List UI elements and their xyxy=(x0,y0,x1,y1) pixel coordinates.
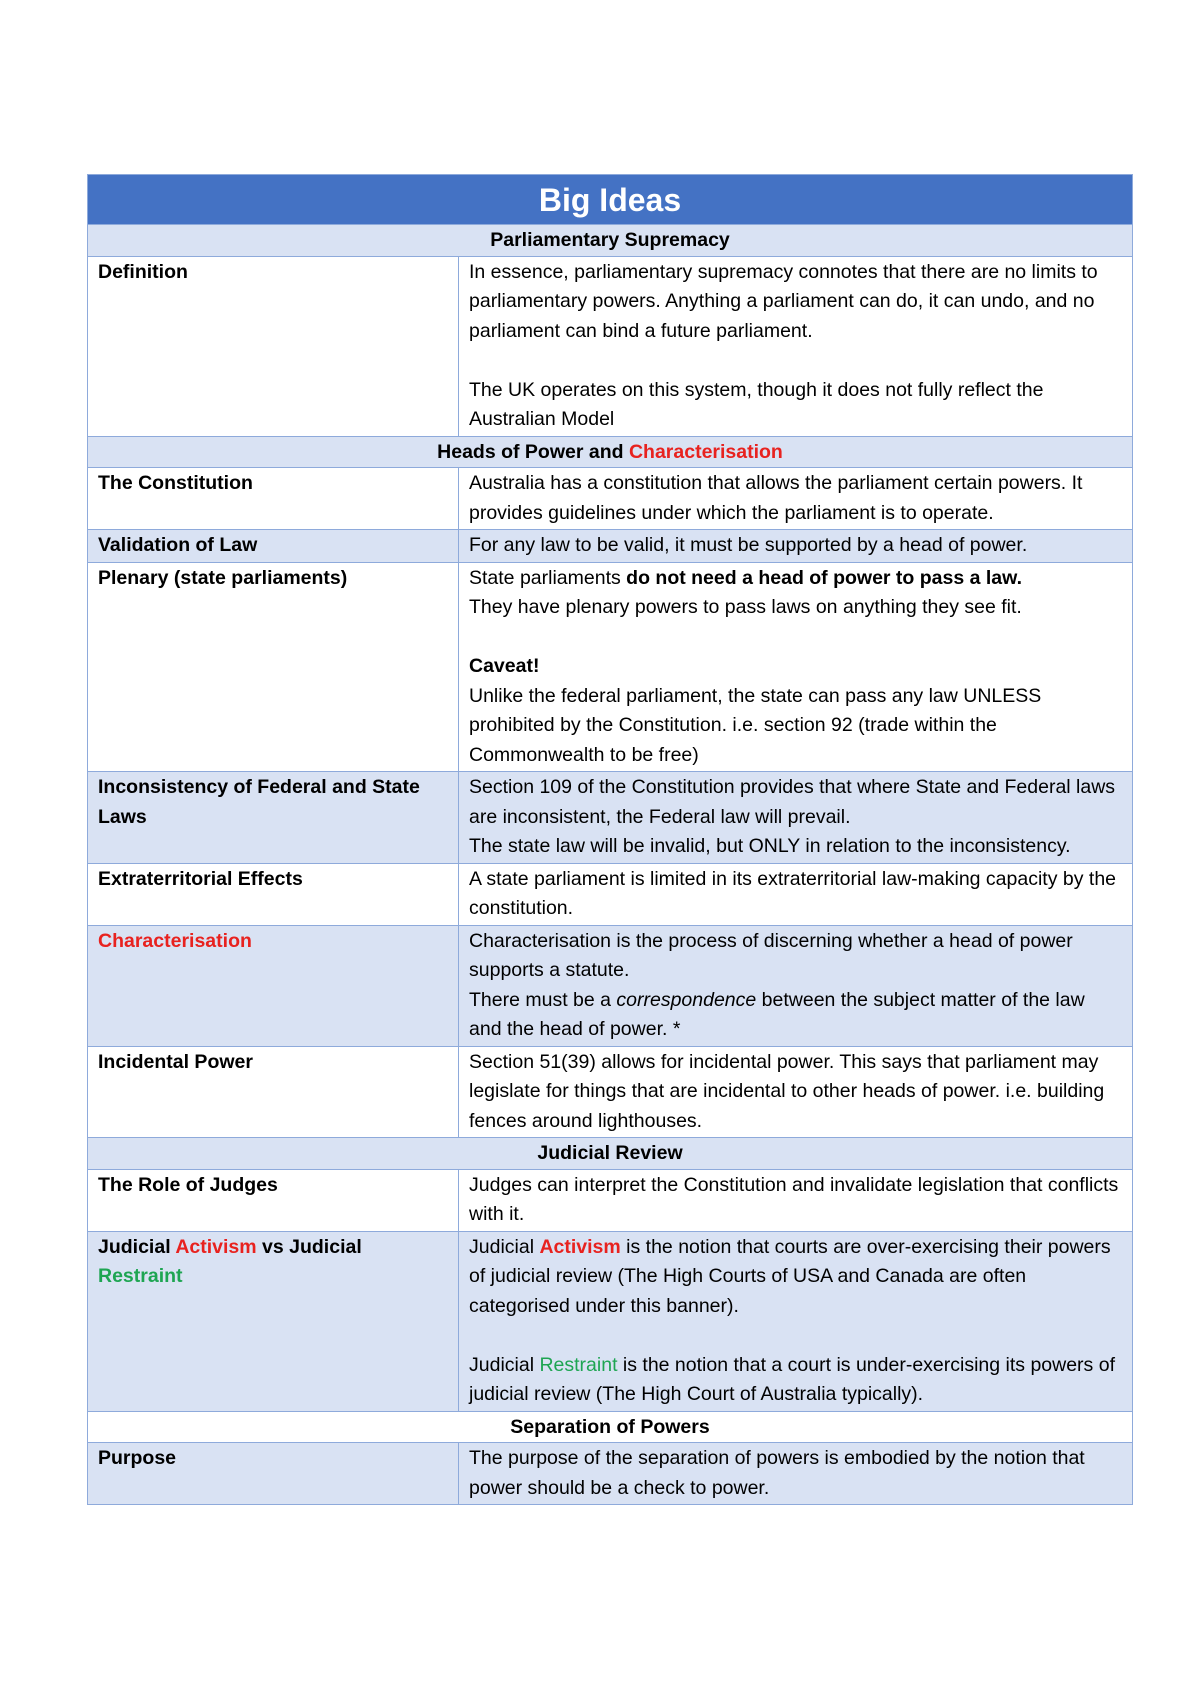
table-row xyxy=(88,863,1133,925)
table-title: Big Ideas xyxy=(88,175,1133,225)
table-row xyxy=(88,256,1133,436)
definition-paragraph-1: In essence, parliamentary supremacy connotes that there are no limits to parliamentary powers. Anything a parliament can do, it can undo, and no parliament can bind a future parliament. xyxy=(469,260,1098,342)
term-role-of-judges: The Role of Judges xyxy=(88,1169,459,1231)
plenary-line-1a: State parliaments xyxy=(469,566,627,589)
big-ideas-table xyxy=(87,174,1133,1505)
activism-paragraph xyxy=(469,1233,1122,1322)
heading-characterisation-highlight: Characterisation xyxy=(628,440,783,463)
characterisation-line-1: Characterisation is the process of discerning whether a head of power supports a statute. xyxy=(469,929,1073,981)
restraint-paragraph xyxy=(469,1351,1122,1410)
term-activism-vs-restraint xyxy=(88,1231,459,1411)
term-part: vs Judicial xyxy=(256,1235,362,1258)
extraterritorial-text: A state parliament is limited in its extraterritorial law-making capacity by the constitution. xyxy=(459,863,1133,925)
plenary-bold-text: do not need a head of power to pass a law. xyxy=(626,566,1023,589)
table-row xyxy=(88,530,1133,563)
role-text: Judges can interpret the Constitution and invalidate legislation that conflicts with it. xyxy=(459,1169,1133,1231)
term-extraterritorial: Extraterritorial Effects xyxy=(88,863,459,925)
term-inconsistency: Inconsistency of Federal and State Laws xyxy=(88,772,459,864)
incidental-text: Section 51(39) allows for incidental power. This says that parliament may legislate for things that are incidental to other heads of power. i.e. building fences around lighthouses. xyxy=(459,1046,1133,1138)
table-row xyxy=(88,925,1133,1046)
purpose-text: The purpose of the separation of powers is embodied by the notion that power should be a check to power. xyxy=(459,1443,1133,1505)
activism-part: is the notion that courts are over-exercising their powers of judicial review (The High Courts of USA and Canada are often categorised under this banner). xyxy=(469,1235,1111,1317)
term-characterisation: Characterisation xyxy=(88,925,459,1046)
term-purpose: Purpose xyxy=(88,1443,459,1505)
plenary-caveat: Caveat! xyxy=(469,655,540,677)
validation-text: For any law to be valid, it must be supported by a head of power. xyxy=(459,530,1133,563)
activism-highlight: Activism xyxy=(539,1235,621,1258)
section-heading-row xyxy=(88,1411,1133,1443)
term-constitution: The Constitution xyxy=(88,468,459,530)
section-heading-parliamentary-supremacy: Parliamentary Supremacy xyxy=(88,225,1133,257)
plenary-line-3: Unlike the federal parliament, the state can pass any law UNLESS prohibited by the Constitution. i.e. section 92 (trade within the Commonwealth to be free) xyxy=(469,684,1042,766)
table-row xyxy=(88,772,1133,864)
section-heading-separation-of-powers: Separation of Powers xyxy=(88,1411,1133,1443)
table-row xyxy=(88,1443,1133,1505)
section-heading-row xyxy=(88,1138,1133,1170)
section-heading-row xyxy=(88,436,1133,468)
constitution-text: Australia has a constitution that allows the parliament certain powers. It provides guidelines under which the parliament is to operate. xyxy=(459,468,1133,530)
activism-text xyxy=(459,1231,1133,1411)
activism-part: Judicial xyxy=(469,1235,540,1258)
plenary-text xyxy=(459,562,1133,772)
characterisation-text xyxy=(459,925,1133,1046)
term-validation: Validation of Law xyxy=(88,530,459,563)
section-heading-row xyxy=(88,225,1133,257)
restraint-highlight: Restraint xyxy=(539,1353,618,1376)
title-row xyxy=(88,175,1133,225)
term-plenary: Plenary (state parliaments) xyxy=(88,562,459,772)
characterisation-line-2 xyxy=(469,986,1122,1045)
restraint-part: is the notion that a court is under-exercising its powers of judicial review (The High Court of Australia typically). xyxy=(469,1353,1115,1405)
term-activism-highlight: Activism xyxy=(175,1235,257,1258)
inconsistency-line-1: Section 109 of the Constitution provides that where State and Federal laws are inconsistent, the Federal law will prevail. xyxy=(469,776,1116,828)
characterisation-line-2b: between the subject matter of the law and the head of power. * xyxy=(469,988,1085,1040)
correspondence-italic: correspondence xyxy=(616,988,757,1011)
inconsistency-line-2: The state law will be invalid, but ONLY in relation to the inconsistency. xyxy=(469,835,1071,857)
inconsistency-text xyxy=(459,772,1133,864)
term-restraint-highlight: Restraint xyxy=(98,1265,183,1287)
heading-text: Heads of Power and xyxy=(437,440,629,463)
term-part: Judicial xyxy=(98,1235,176,1258)
table-row xyxy=(88,1046,1133,1138)
plenary-line-2: They have plenary powers to pass laws on anything they see fit. xyxy=(469,596,1022,618)
section-heading-judicial-review: Judicial Review xyxy=(88,1138,1133,1170)
section-heading-heads-of-power xyxy=(88,436,1133,468)
table-row xyxy=(88,1231,1133,1411)
definition-text xyxy=(459,256,1133,436)
table-row xyxy=(88,1169,1133,1231)
table-row xyxy=(88,468,1133,530)
term-incidental: Incidental Power xyxy=(88,1046,459,1138)
term-definition: Definition xyxy=(88,256,459,436)
table-row xyxy=(88,562,1133,772)
characterisation-line-2a: There must be a xyxy=(469,988,617,1011)
plenary-line-1 xyxy=(469,564,1122,594)
definition-paragraph-2: The UK operates on this system, though it does not fully reflect the Australian Model xyxy=(469,378,1044,430)
restraint-part: Judicial xyxy=(469,1353,540,1376)
